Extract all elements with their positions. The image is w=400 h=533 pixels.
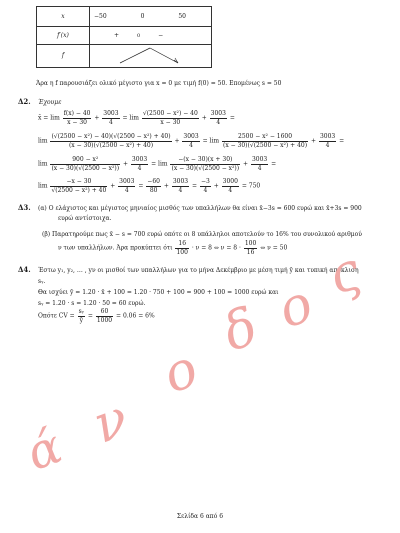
sign-row-x [37,7,212,27]
limit-op: = lim [122,114,139,122]
d2-result: = 750 [241,182,261,190]
d3-part-a: (α) Ο ελάχιστος και μέγιστος μηνιαίος μισθός των υπαλλήλων θα είναι x̄−3s = 600 ευρώ και x̄+3s = 900 [38,205,362,212]
d3-part-b-cont: ν των υπαλλήλων. Άρα προκύπτει ότι $\frac{16}{100}$ · ν = 8 ⇔ ν = 8 · $\frac{100}{16}$ ⇔ ν = 50 [58,240,288,256]
row-derivative-values [90,27,212,45]
sign-plus: + [114,31,120,39]
x-zero: 0 [140,12,145,20]
cv-result: = 0.06 = 6% [116,312,155,320]
section-d4-label: Δ4. [18,265,31,274]
fraction: $\frac{3003}{4}$ [131,156,148,172]
section-d2-label: Δ2. [18,97,31,106]
d4-line-4: Οπότε CV = $\frac{\text{sᵧ}}{ȳ}$ = $\frac{60}{1000}$ = 0.06 = 6% [38,308,155,324]
d3-part-a-cont: ευρώ αντίστοιχα. [58,215,112,222]
sign-minus: − [158,31,164,39]
monotonicity-arrows-svg [90,45,214,67]
fraction: $\frac{3003}{4}$ [319,133,336,149]
d2-line-3: lim $\frac{\text{900 − x²}}{\text{(x − 30)(√(2500 − x²))}}$ + $\frac{3003}{4}$ = lim $\frac{-(x - 30)(x + 30)}{\text{(x − 30)(√(2500 − x²))}}$ + $\frac{3003}{4}$ = [38,156,277,172]
fraction: $\frac{\text{(√(2500 − x²) − 40)(√(2500 − x²) + 40)}}{\text{(x − 30)(√(2500 − x²) + 40)}}$ [51,133,171,149]
x-max: 50 [178,12,186,20]
decreasing-arrow-icon [150,48,178,63]
d2-line-2: lim $\frac{\text{(√(2500 − x²) − 40)(√(2500 − x²) + 40)}}{\text{(x − 30)(√(2500 − x²) + 40)}}$ + $\frac{3003}{4}$ = lim $\frac{\text{2500 − x² − 1600}}{\text{(x − 30)(√(2500 − x²) + 40)}}$ + $\frac{3003}{4}$ = [38,133,345,149]
fraction: $\frac{16}{100}$ [176,240,188,256]
fraction: $\frac{\text{2500 − x² − 1600}}{\text{(x − 30)(√(2500 − x²) + 40)}}$ [222,133,308,149]
d4-line-2: Θα ισχύει ȳ = 1.20 · x̄ + 100 = 1.20 · 750 + 100 = 900 + 100 = 1000 ευρώ και [38,289,279,296]
d3-part-b: (β) Παρατηρούμε πως x̄ − s = 700 ευρώ οπότε οι 8 υπάλληλοι αποτελούν το 16% του συνολικού αριθμού [42,231,362,238]
monotonicity-arrows [90,45,212,68]
fraction: $\frac{-3}{4}$ [200,178,210,194]
fraction: $\frac{3003}{4}$ [103,110,119,126]
fraction: $\frac{3000}{4}$ [222,178,238,194]
fraction: $\frac{100}{16}$ [244,240,257,256]
page-footer: Σελίδα 6 από 6 [176,513,224,520]
fraction: $\frac{3003}{4}$ [251,156,268,172]
max-conclusion: Άρα η f παρουσιάζει ολικό μέγιστο για x = 0 με τιμή f(0) = 50. Επομένως s = 50 [36,80,282,87]
limit-op: x̄ = lim [38,114,60,122]
watermark-logo: ά ν ο δ ο ς [19,240,369,482]
section-d3-label: Δ3. [18,203,31,212]
increasing-arrow-icon [120,48,150,63]
d4-line-1b: sᵧ. [38,278,46,285]
sign-row-function [37,45,212,68]
fraction: $\frac{-x - 30}{\text{√(2500 − x²) + 40}}$ [51,178,107,194]
sign-table [36,6,212,68]
fraction: $\frac{-(x - 30)(x + 30)}{\text{(x − 30)(√(2500 − x²))}}$ [171,156,240,172]
fraction: $\frac{\text{900 − x²}}{\text{(x − 30)(√(2500 − x²))}}$ [51,156,120,172]
fraction: $\frac{-60}{80}$ [147,178,160,194]
fraction: $\frac{3003}{4}$ [172,178,189,194]
fraction: $\frac{3003}{4}$ [119,178,135,194]
fraction: $\frac{60}{1000}$ [96,308,113,324]
sign-row-derivative [37,27,212,45]
d2-intro: Έχουμε [38,99,62,106]
fraction: $\frac{3003}{4}$ [183,133,199,149]
d2-line-4: lim $\frac{-x - 30}{\text{√(2500 − x²) + 40}}$ + $\frac{3003}{4}$ = $\frac{-60}{80}$ + $\frac{3003}{4}$ = $\frac{-3}{4}$ + $\frac{3000}{4}$ = 750 [38,178,261,194]
row-x-values [90,7,212,27]
row-label-derivative: f′(x) [37,27,90,45]
fraction: $\frac{f(x) - 40}{x - 30}$ [63,110,91,126]
d2-line-1: x̄ = lim $\frac{f(x) - 40}{x - 30}$ + $\frac{3003}{4}$ = lim $\frac{\text{√(2500 − x²) − 40}}{x - 30}$ + $\frac{3003}{4}$ = [38,110,235,126]
fraction: $\frac{\text{√(2500 − x²) − 40}}{x - 30}$ [142,110,198,126]
row-label-function: f [37,45,90,68]
x-min: −50 [94,12,107,20]
fraction: $\frac{\text{sᵧ}}{ȳ}$ [78,308,84,324]
row-label-x: x [37,7,90,27]
d4-line-1: Έστω y₁, y₂, … , yν οι μισθοί των υπαλλήλων για το μήνα Δεκέμβριο με μέση τιμή ȳ και τυπική απόκλιση [38,267,359,274]
fraction: $\frac{3003}{4}$ [210,110,226,126]
d4-line-3: sᵧ = 1.20 · s = 1.20 · 50 = 60 ευρώ. [38,300,146,307]
zero-mark: 0 [136,32,141,39]
